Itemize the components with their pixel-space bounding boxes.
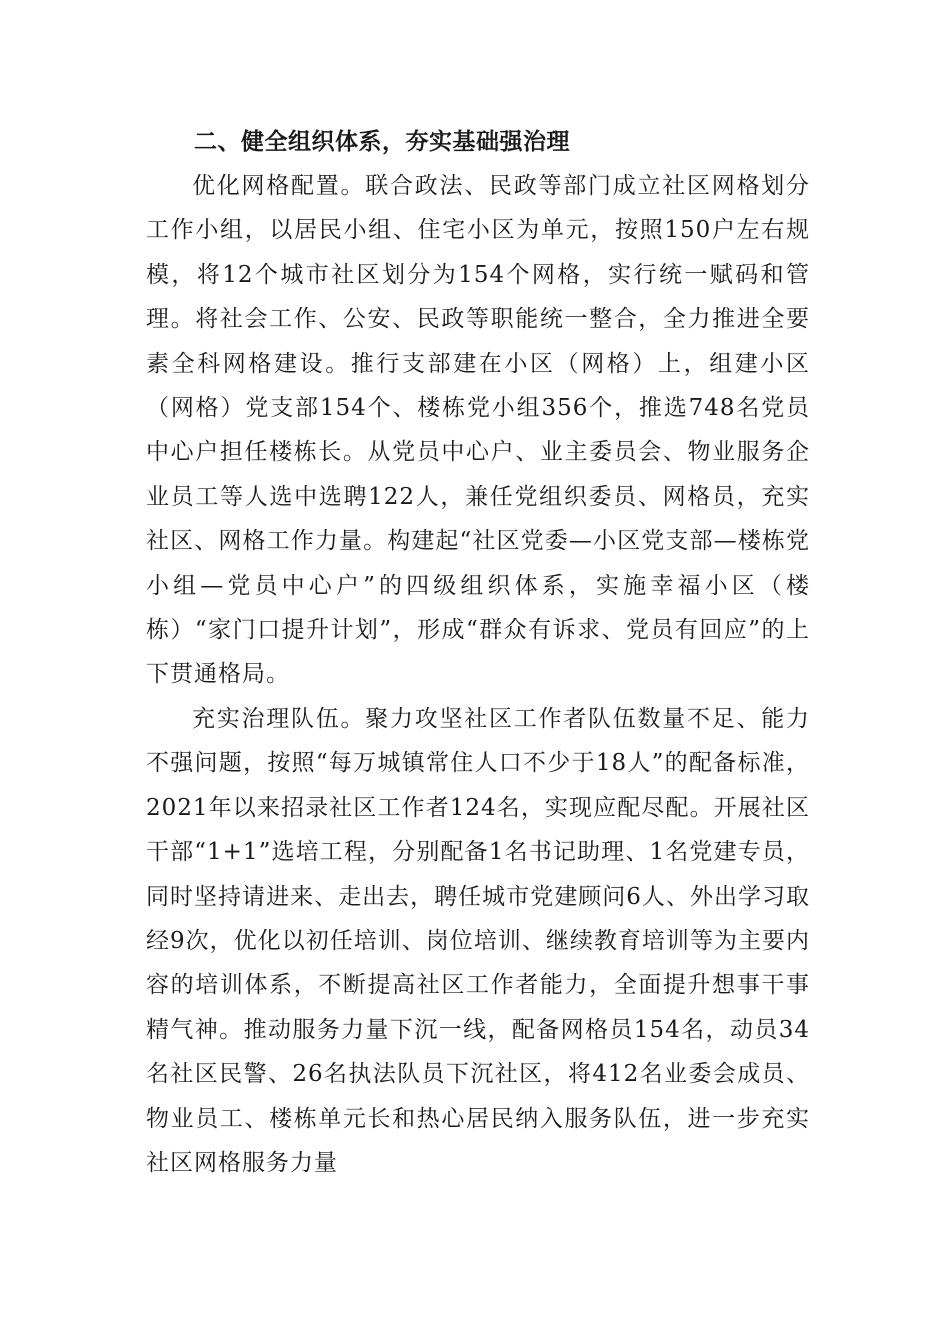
- document-body: [146, 120, 810, 1185]
- paragraph-grid-configuration: 优化网格配置。联合政法、民政等部门成立社区网格划分工作小组，以居民小组、住宅小区为单元，按照150户左右规模，将12个城市社区划分为154个网格，实行统一赋码和管理。将社会工作、公安、民政等职能统一整合，全力推进全要素全科网格建设。推行支部建在小区（网格）上，组建小区（网格）党支部154个、楼栋党小组356个，推选748名党员中心户担任楼栋长。从党员中心户、业主委员会、物业服务企业员工等人选中选聘122人，兼任党组织委员、网格员，充实社区、网格工作力量。构建起“社区党委—小区党支部—楼栋党小组—党员中心户”的四级组织体系，实施幸福小区（楼栋）“家门口提升计划”，形成“群众有诉求、党员有回应”的上下贯通格局。: [146, 173, 810, 688]
- paragraph-governance-team: 充实治理队伍。聚力攻坚社区工作者队伍数量不足、能力不强问题，按照“每万城镇常住人口不少于18人”的配备标准，2021年以来招录社区工作者124名，实现应配尽配。开展社区干部“1+1”选培工程，分别配备1名书记助理、1名党建专员，同时坚持请进来、走出去，聘任城市党建顾问6人、外出学习取经9次，优化以初任培训、岗位培训、继续教育培训等为主要内容的培训体系，不断提高社区工作者能力，全面提升想事干事精气神。推动服务力量下沉一线，配备网格员154名，动员34名社区民警、26名执法队员下沉社区，将412名业委会成员、物业员工、楼栋单元长和热心居民纳入服务队伍，进一步充实社区网格服务力量: [146, 705, 810, 1176]
- section-heading: 二、健全组织体系，夯实基础强治理: [194, 129, 570, 155]
